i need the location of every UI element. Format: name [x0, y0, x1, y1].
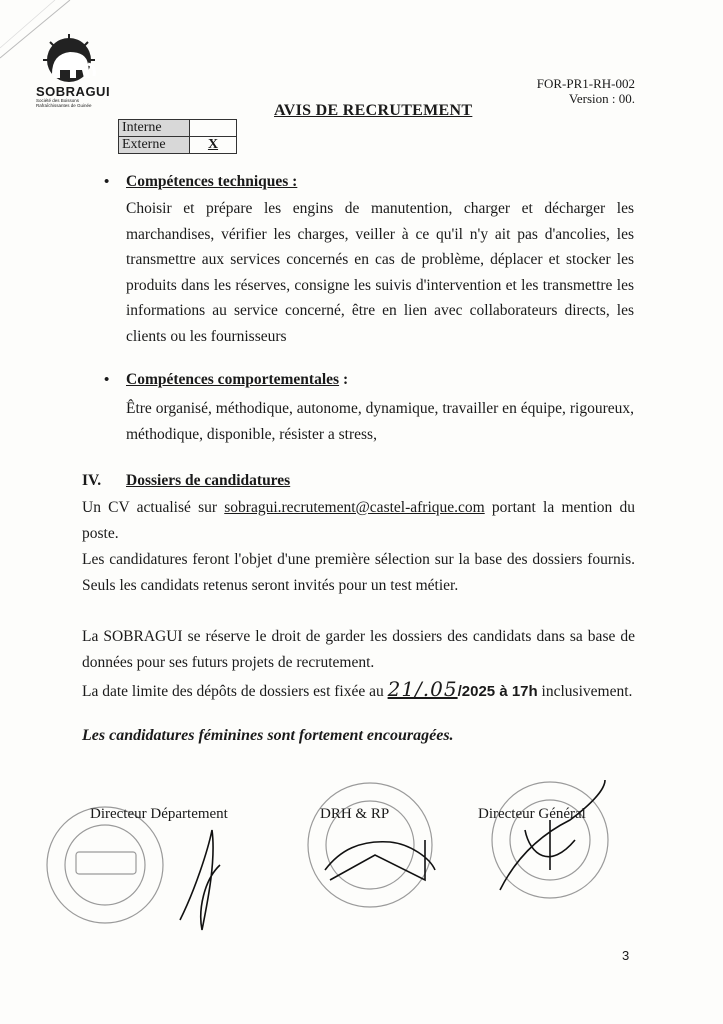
logo-name: SOBRAGUI	[36, 84, 111, 99]
type-row-external	[119, 137, 237, 154]
type-mark	[190, 120, 237, 137]
logo-subtitle: Société des Boissons Rafraîchissantes de Guinée	[36, 98, 92, 108]
stamps-and-signatures	[30, 770, 700, 940]
signature-label-hr: DRH & RP	[320, 806, 390, 822]
behavioral-heading: Compétences comportementales	[126, 371, 340, 388]
type-row-internal	[119, 120, 237, 137]
deadline-paragraph	[82, 676, 635, 705]
type-label: Externe	[119, 137, 190, 154]
behavioral-text: Être organisé, méthodique, autonome, dynamique, travailler en équipe, rigoureux, méthodique, disponible, résister a stress,	[126, 400, 634, 443]
document-reference	[537, 76, 635, 106]
recruitment-type-table	[118, 119, 237, 154]
doc-ref-code: FOR-PR1-RH-002	[536, 76, 635, 91]
bullet-icon: •	[104, 372, 110, 388]
behavioral-heading-colon: :	[339, 371, 349, 388]
signature-hr	[325, 840, 435, 880]
technical-text: Choisir et prépare les engins de manutention, charger et décharger les marchandises, vérifier les charges, veiller à ce qu'il n'y ait pas d'ancolies, les transmettre aux services concernés en cas de problème, déplacer et stocker les produits dans les réserves, consigne les suivis d'intervention et les transmettre les informations au service concerné, être en lien avec collaborateurs directs, les clients ou les fournisseurs	[126, 200, 634, 345]
cv-suffix: portant la mention du poste.	[82, 499, 635, 542]
bullet-icon: •	[104, 174, 110, 190]
cv-paragraph	[82, 495, 635, 547]
doc-version: Version : 00.	[568, 91, 635, 106]
email-link[interactable]: sobragui.recrutement@castel-afrique.com	[224, 499, 485, 516]
deadline-prefix: La date limite des dépôts de dossiers est fixée au	[82, 683, 388, 700]
behavioral-heading-line	[126, 371, 348, 389]
deadline-year-time: /2025 à 17h	[457, 683, 538, 700]
cv-prefix: Un CV actualisé sur	[82, 499, 225, 516]
page-title: AVIS DE RECRUTEMENT	[274, 102, 473, 119]
database-paragraph: La SOBRAGUI se réserve le droit de garder les dossiers des candidats dans sa base de données pour ses futurs projets de recrutement.	[82, 628, 635, 671]
page-number: 3	[622, 948, 630, 963]
technical-heading: Compétences techniques :	[126, 173, 298, 190]
signature-label-general-director: Directeur Général	[478, 806, 586, 822]
signature-label-dept-director: Directeur Département	[90, 806, 228, 822]
type-label: Interne	[119, 120, 190, 137]
type-mark: X	[190, 137, 237, 154]
encouragement-note: Les candidatures féminines sont fortement encouragées.	[82, 727, 454, 744]
signature-dept	[180, 830, 220, 930]
section-number: IV.	[82, 472, 102, 489]
deadline-end: inclusivement.	[537, 683, 633, 700]
selection-paragraph: Les candidatures feront l'objet d'une première sélection sur la base des dossiers fournis. Seuls les candidats retenus seront invités pour un test métier.	[82, 551, 635, 594]
section-heading: Dossiers de candidatures	[126, 472, 291, 489]
deadline-handwritten-date: 21/.05	[387, 677, 458, 701]
